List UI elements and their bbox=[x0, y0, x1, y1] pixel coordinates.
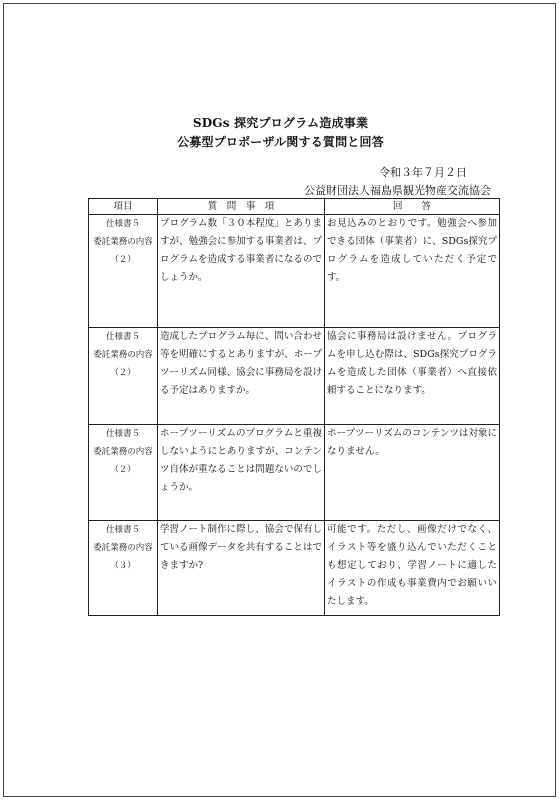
table-row bbox=[89, 328, 500, 425]
question-cell: プログラム数「３０本程度」とありますが、勉強会に参加する事業者は、プログラムを造成する事業者になるのでしょうか。 bbox=[158, 215, 325, 328]
table-row bbox=[89, 215, 500, 328]
item-line: （２） bbox=[110, 368, 136, 378]
answer-cell: 協会に事務局は設けません。プログラムを申し込む際は、SDGs探究プログラムを造成した団体（事業者）へ直接依頼することになります。 bbox=[325, 328, 500, 425]
item-line: 仕様書５ bbox=[105, 219, 140, 229]
question-cell: 造成したプログラム毎に、問い合わせ等を明確にするとありますが、ホープツーリズム同様、協会に事務局を設ける予定はありますか。 bbox=[158, 328, 325, 425]
item-cell bbox=[89, 328, 158, 425]
question-cell: 学習ノート制作に際し、協会で保有している画像データを共有することはできますか? bbox=[158, 521, 325, 616]
title-line-1: SDGs 探究プログラム造成事業 bbox=[192, 116, 369, 130]
title-line-2: 公募型プロポーザル関する質問と回答 bbox=[177, 135, 384, 149]
answer-cell: お見込みのとおりです。勉強会へ参加できる団体（事業者）に、SDGs探究プログラムを造成していただく予定です。 bbox=[325, 215, 500, 328]
item-line: 仕様書５ bbox=[105, 429, 140, 439]
item-line: （３） bbox=[110, 561, 136, 571]
item-line: 委託業務の内容 bbox=[93, 543, 153, 553]
answer-cell: 可能です。ただし、画像だけでなく、イラスト等を盛り込んでいただくことも想定しており、学習ノートに適したイラストの作成も事業費内でお願いいたします。 bbox=[325, 521, 500, 616]
item-line: 委託業務の内容 bbox=[93, 237, 153, 247]
table-header-row bbox=[89, 199, 500, 215]
item-line: （２） bbox=[110, 465, 136, 475]
document-title bbox=[4, 114, 557, 152]
qa-table bbox=[88, 198, 500, 616]
item-cell bbox=[89, 425, 158, 521]
table-row bbox=[89, 521, 500, 616]
document-date: 令和３年７月２日 bbox=[379, 166, 467, 179]
document-page bbox=[3, 3, 556, 797]
item-line: （２） bbox=[110, 255, 136, 265]
item-line: 仕様書５ bbox=[105, 525, 140, 535]
header-answer: 回 答 bbox=[325, 199, 500, 215]
table-row bbox=[89, 425, 500, 521]
item-cell bbox=[89, 521, 158, 616]
item-line: 委託業務の内容 bbox=[93, 350, 153, 360]
header-item: 項目 bbox=[89, 199, 158, 215]
item-line: 委託業務の内容 bbox=[93, 447, 153, 457]
item-line: 仕様書５ bbox=[105, 332, 140, 342]
answer-cell: ホープツーリズムのコンテンツは対象になりません。 bbox=[325, 425, 500, 521]
header-question: 質 問 事 項 bbox=[158, 199, 325, 215]
item-cell bbox=[89, 215, 158, 328]
question-cell: ホープツーリズムのプログラムと重複しないようにとありますが、コンテンツ自体が重なることは問題ないのでしょうか。 bbox=[158, 425, 325, 521]
organization-name: 公益財団法人福島県観光物産交流協会 bbox=[304, 184, 491, 197]
